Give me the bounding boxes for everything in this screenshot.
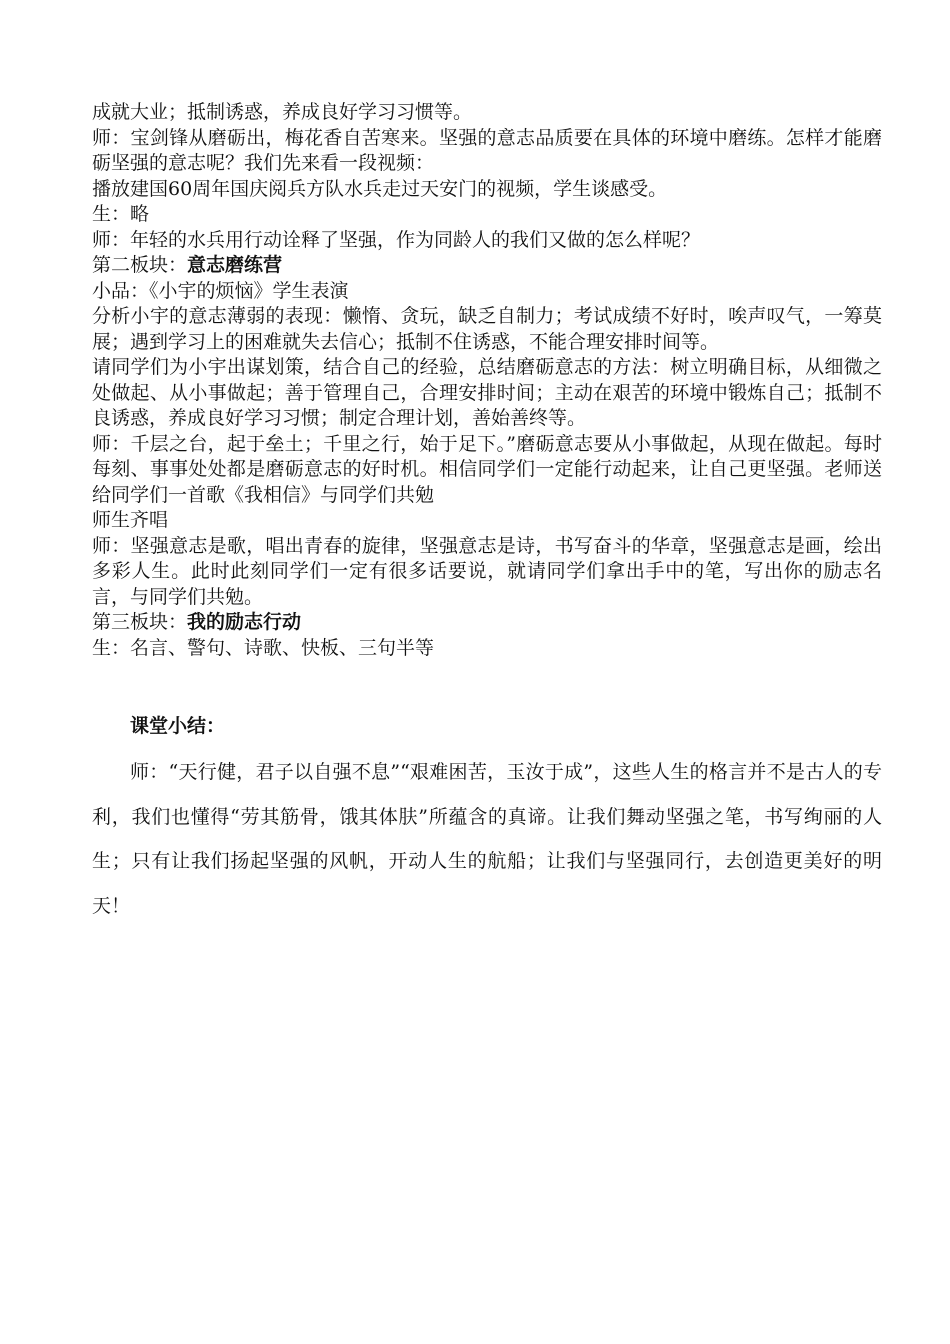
summary-title: 课堂小结：	[130, 715, 226, 737]
section-prefix: 第二板块：	[92, 254, 188, 276]
section-heading-2	[92, 253, 882, 279]
paragraph: 成就大业；抵制诱惑，养成良好学习习惯等。	[92, 101, 473, 123]
class-summary	[92, 708, 882, 928]
paragraph: 生：名言、警句、诗歌、快板、三句半等	[92, 636, 435, 659]
summary-text: 师：“天行健，君子以自强不息”“艰难困苦，玉汝于成”，这些人生的格言并不是古人的专利，我们也懂得“劳其筋骨，饿其体肤”所蕴含的真谛。让我们舞动坚强之笔，书写绚丽的人生；只有让我们扬起坚强的风帆，开动人生的航船；让我们与坚强同行，去创造更美好的明天！	[92, 761, 882, 917]
paragraph: 小品：《小宇的烦恼》学生表演	[92, 279, 349, 302]
section-heading-3	[92, 610, 882, 636]
document-body	[92, 100, 882, 661]
paragraph: 师：年轻的水兵用行动诠释了坚强，作为同龄人的我们又做的怎么样呢？	[92, 228, 701, 251]
section-title: 意志磨练营	[187, 254, 283, 276]
section-prefix: 第三板块：	[92, 611, 188, 633]
paragraph: 请同学们为小宇出谋划策，结合自己的经验，总结磨砺意志的方法：树立明确目标，从细微之处做起、从小事做起；善于管理自己，合理安排时间；主动在艰苦的环境中锻炼自己；抵制不良诱惑，养成良好学习习惯；制定合理计划，善始善终等。	[92, 356, 882, 429]
section-title: 我的励志行动	[187, 611, 302, 633]
paragraph: 师生齐唱	[92, 509, 169, 531]
paragraph: 播放建国60周年国庆阅兵方队水兵走过天安门的视频，学生谈感受。	[92, 177, 668, 200]
paragraph: 生：略	[92, 203, 150, 225]
paragraph: 分析小宇的意志薄弱的表现：懒惰、贪玩，缺乏自制力；考试成绩不好时，唉声叹气，一筹莫展；遇到学习上的困难就失去信心；抵制不住诱惑，不能合理安排时间等。	[92, 305, 882, 353]
paragraph: 师：千层之台，起于垒土；千里之行，始于足下。”磨砺意志要从小事做起，从现在做起。每时每刻、事事处处都是磨砺意志的好时机。相信同学们一定能行动起来，让自己更坚强。老师送给同学们一首歌《我相信》与同学们共勉	[92, 432, 882, 506]
paragraph: 师：坚强意志是歌，唱出青春的旋律，坚强意志是诗，书写奋斗的华章，坚强意志是画，绘出多彩人生。此时此刻同学们一定有很多话要说，就请同学们拿出手中的笔，写出你的励志名言，与同学们共勉。	[92, 534, 882, 608]
paragraph: 师：宝剑锋从磨砺出，梅花香自苦寒来。坚强的意志品质要在具体的环境中磨练。怎样才能磨砺坚强的意志呢？我们先来看一段视频：	[92, 126, 882, 174]
